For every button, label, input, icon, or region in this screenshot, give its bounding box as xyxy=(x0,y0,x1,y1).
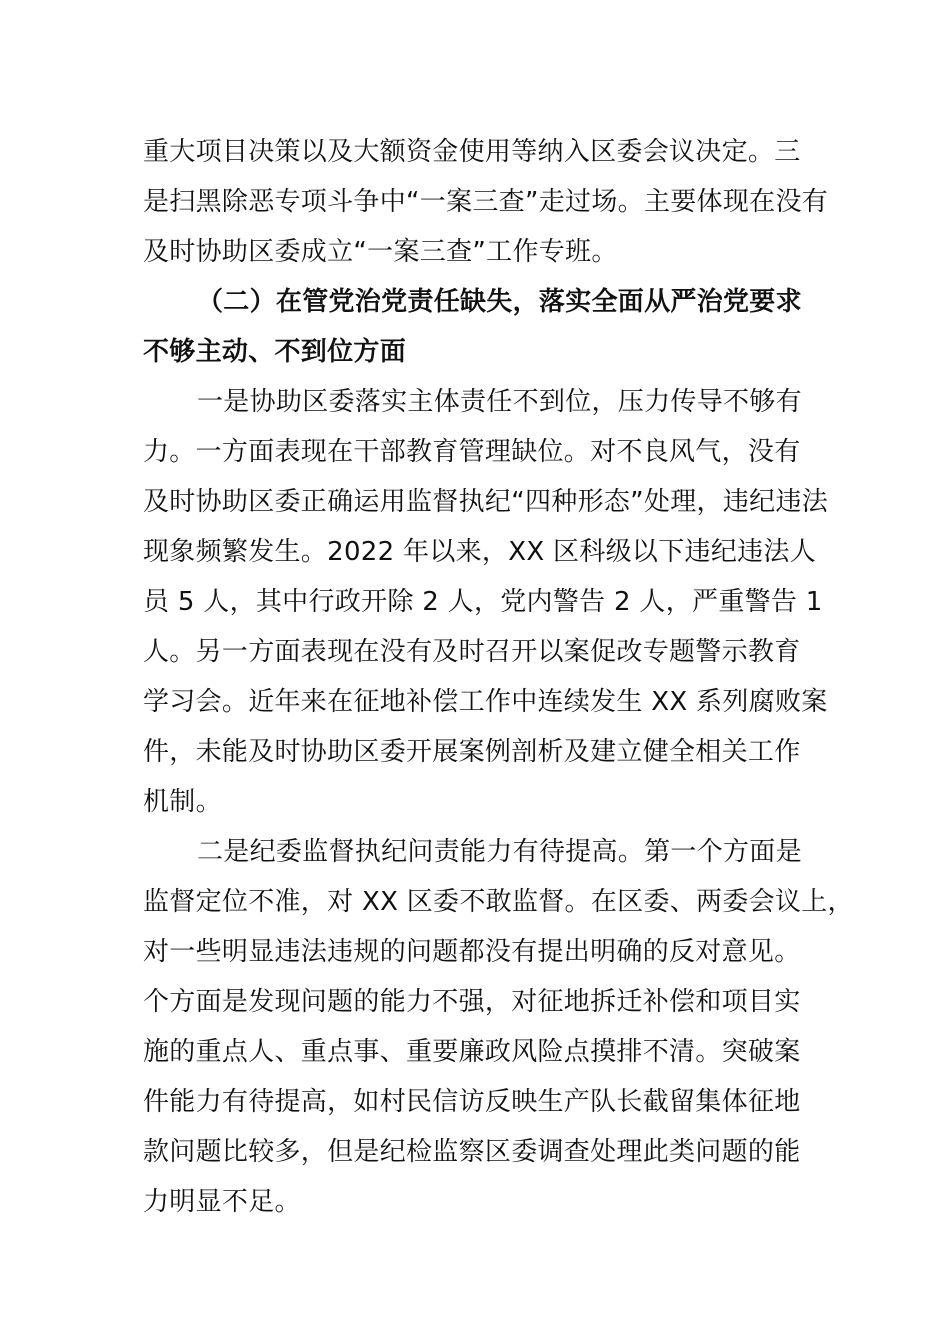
paragraph-line: 及时协助区委正确运用监督执纪“四种形态”处理，违纪违法 xyxy=(143,487,829,517)
paragraph-line: 款问题比较多，但是纪检监察区委调查处理此类问题的能 xyxy=(143,1137,801,1167)
paragraph-line: 学习会。近年来在征地补偿工作中连续发生 XX 系列腐败案 xyxy=(143,687,828,717)
paragraph-line: 机制。 xyxy=(143,787,222,817)
paragraph-line: 对一些明显违法违规的问题都没有提出明确的反对意见。 xyxy=(143,937,801,967)
paragraph-line: 个方面是发现问题的能力不强，对征地拆迁补偿和项目实 xyxy=(143,987,801,1017)
section-heading: 不够主动、不到位方面 xyxy=(143,337,407,367)
paragraph-line: 重大项目决策以及大额资金使用等纳入区委会议决定。三 xyxy=(143,137,801,167)
paragraph-line: 力。一方面表现在干部教育管理缺位。对不良风气，没有 xyxy=(143,437,801,467)
paragraph-line: 施的重点人、重点事、重要廉政风险点摸排不清。突破案 xyxy=(143,1037,801,1067)
paragraph-line: 二是纪委监督执纪问责能力有待提高。第一个方面是 xyxy=(197,837,802,867)
paragraph-line: 员 5 人，其中行政开除 2 人，党内警告 2 人，严重警告 1 xyxy=(143,587,823,617)
paragraph-line: 力明显不足。 xyxy=(143,1187,301,1217)
section-heading: （二）在管党治党责任缺失，落实全面从严治党要求 xyxy=(197,287,802,317)
paragraph-line: 件能力有待提高，如村民信访反映生产队长截留集体征地 xyxy=(143,1087,801,1117)
paragraph-line: 人。另一方面表现在没有及时召开以案促改专题警示教育 xyxy=(143,637,801,667)
paragraph-line: 是扫黑除恶专项斗争中“一案三查”走过场。主要体现在没有 xyxy=(143,187,829,217)
paragraph-line: 监督定位不准，对 XX 区委不敢监督。在区委、两委会议上， xyxy=(143,887,854,917)
paragraph-line: 现象频繁发生。2022 年以来，XX 区科级以下违纪违法人 xyxy=(143,537,817,567)
paragraph-line: 一是协助区委落实主体责任不到位，压力传导不够有 xyxy=(197,387,802,417)
paragraph-line: 及时协助区委成立“一案三查”工作专班。 xyxy=(143,237,618,267)
paragraph-line: 件，未能及时协助区委开展案例剖析及建立健全相关工作 xyxy=(143,737,801,767)
